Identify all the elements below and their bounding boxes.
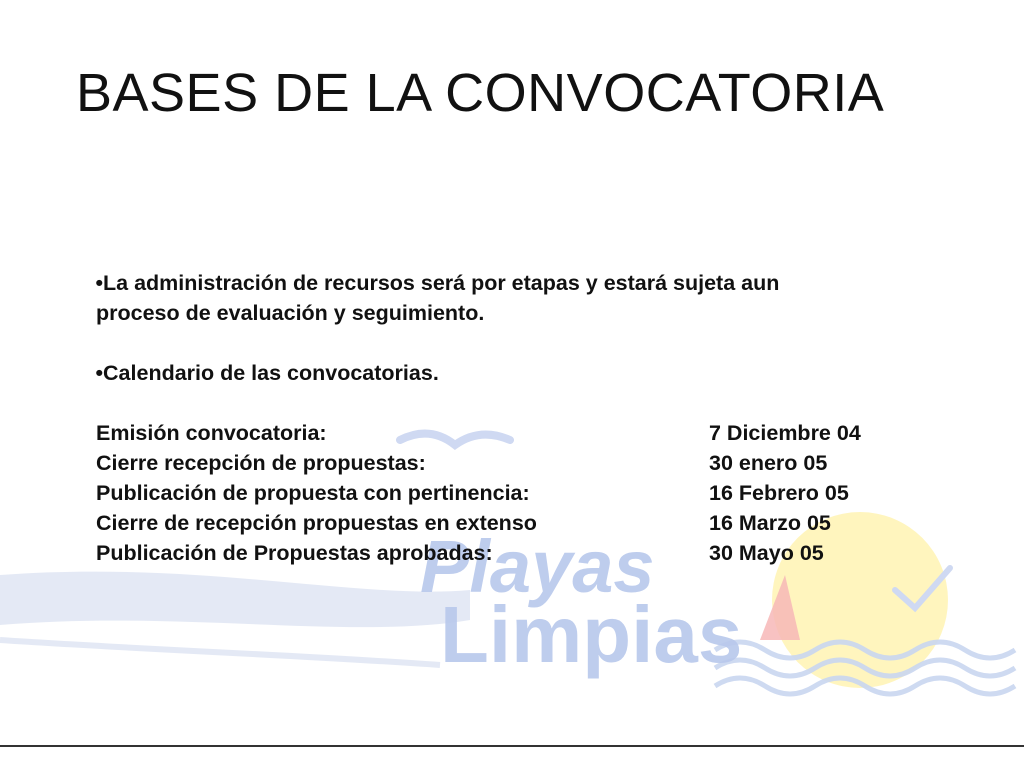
- waves-shape: [715, 642, 1015, 694]
- schedule-row: [96, 418, 926, 448]
- shore-shape: [0, 572, 470, 628]
- bullet-marker: •: [95, 361, 104, 385]
- schedule-label: Publicación de Propuestas aprobadas:: [96, 541, 493, 565]
- watermark-line1: Playas: [420, 525, 655, 608]
- slide-title: BASES DE LA CONVOCATORIA: [76, 63, 885, 123]
- schedule-label: Publicación de propuesta con pertinencia:: [96, 481, 530, 505]
- bullet-item: [96, 358, 926, 388]
- schedule-label: Cierre recepción de propuestas:: [96, 451, 426, 475]
- schedule-date: 16 Febrero 05: [709, 481, 849, 505]
- bullet-text: Calendario de las convocatorias.: [103, 361, 439, 385]
- watermark-line2: Limpias: [440, 590, 743, 679]
- schedule-date: 30 Mayo 05: [709, 541, 824, 565]
- shore-line: [0, 640, 440, 665]
- schedule-row: [96, 448, 926, 478]
- schedule-date: 30 enero 05: [709, 451, 828, 475]
- schedule-row: [96, 508, 926, 538]
- bullet-marker: •: [95, 271, 104, 295]
- schedule-label: Emisión convocatoria:: [96, 421, 327, 445]
- bullet-text: La administración de recursos será por etapas y estará sujeta aun: [103, 271, 780, 295]
- schedule-date: 16 Marzo 05: [709, 511, 831, 535]
- calendar-schedule: [96, 418, 926, 568]
- footer-divider: [0, 745, 1024, 747]
- schedule-row: [96, 478, 926, 508]
- slide-content: [96, 268, 926, 568]
- schedule-label: Cierre de recepción propuestas en extenso: [96, 511, 537, 535]
- schedule-row: [96, 538, 926, 568]
- schedule-date: 7 Diciembre 04: [709, 421, 861, 445]
- bullet-text-continuation: proceso de evaluación y seguimiento.: [96, 301, 485, 325]
- bullet-item: [96, 268, 926, 328]
